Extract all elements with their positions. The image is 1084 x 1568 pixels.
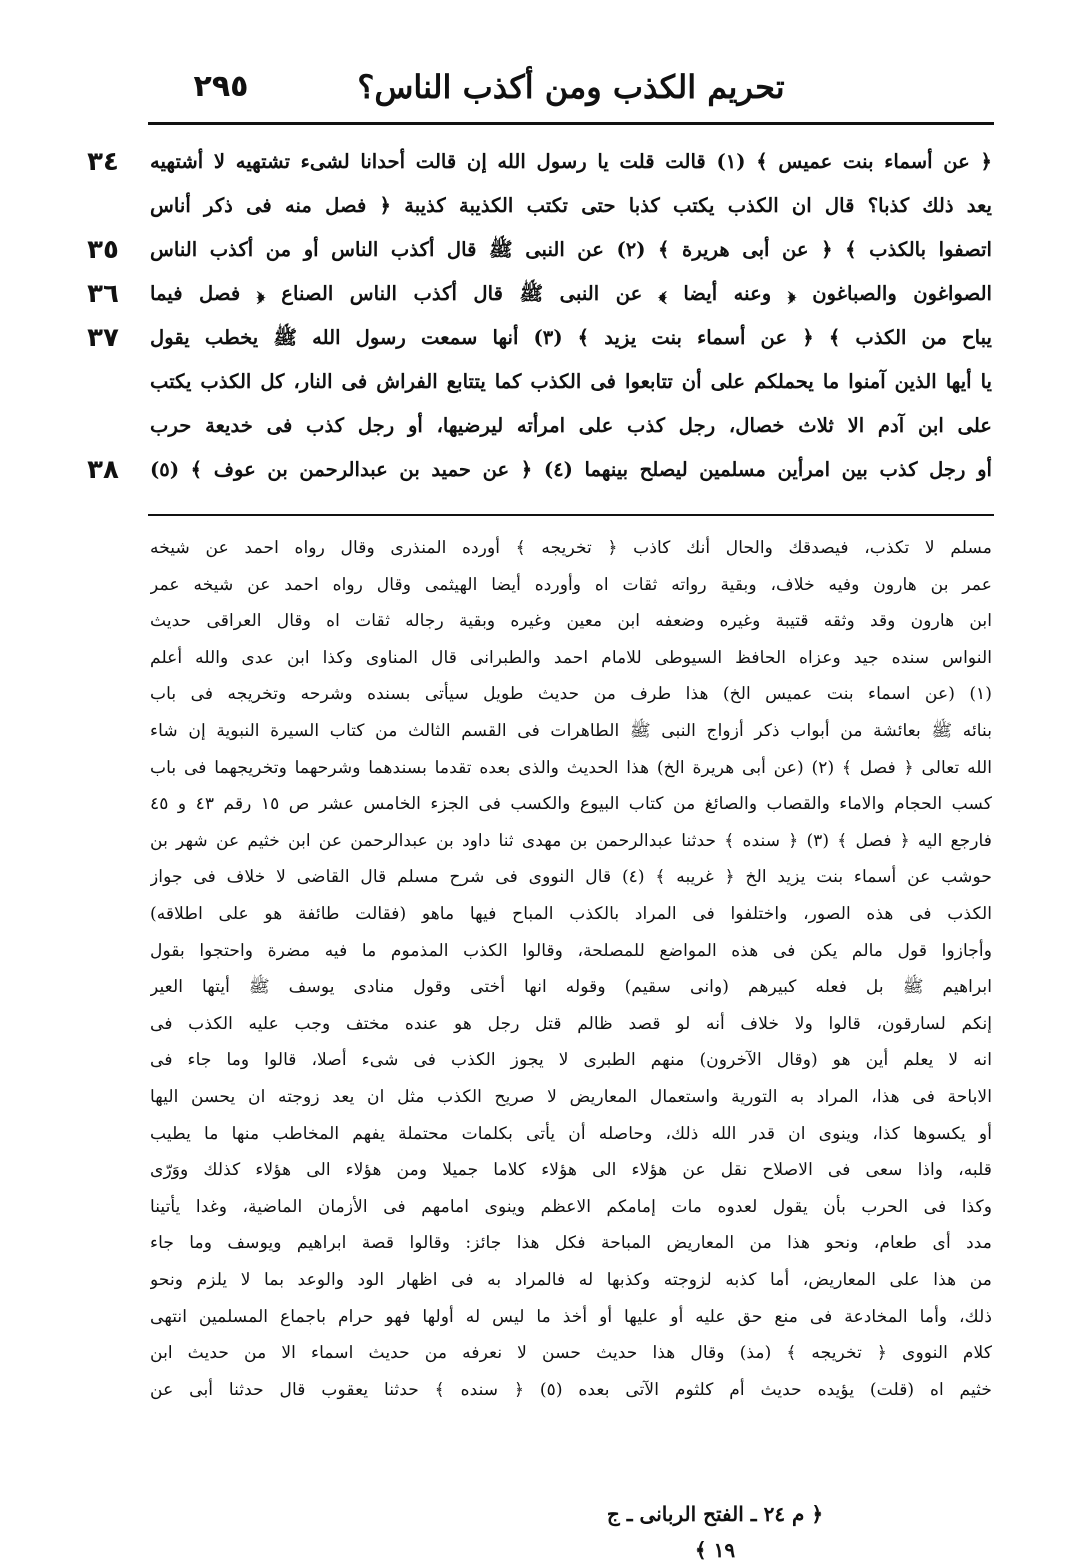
footnote-line: ابراهيم ﷺ بل فعله كبيرهم (وانى سقيم) وقوله انها أختى وقول منادى يوسف ﷺ أيتها العير	[150, 977, 992, 998]
hadith-number: ٣٧	[87, 323, 119, 353]
page-number: ٢٩٥	[193, 69, 249, 104]
footnotes-divider	[148, 514, 994, 516]
footnote-line: من هذا على المعاريض، أما كذبه لزوجته وكذبها له فالمراد به فى اظهار الود والوعد بما لا يلزم ونحو	[150, 1270, 992, 1290]
footnote-line: مسلم لا تكذب، فيصدقك والحال أنك كاذب ﴿ تخريجه ﴾ أورده المنذرى وقال رواه احمد عن شيخه	[150, 538, 992, 558]
footnote-line: قلبه، واذا سعى فى الاصلاح نقل عن هؤلاء الى هؤلاء كلاما جميلا ومن هؤلاء الى هؤلاء كذلك ووَرّى	[150, 1160, 992, 1181]
footnote-line: كسب الحجام والاماء والقصاب والصائغ من كتاب البيوع والكسب فى الجزء الخامس عشر ص ١٥ رقم ٤٣ و ٤٥	[150, 794, 992, 815]
footnote-line: الاباحة فى هذا، المراد به التورية واستعمال المعاريض لا صريح الكذب مثل ان يعد زوجته ان يحسن اليها	[150, 1087, 992, 1107]
footnote-line: النواس سنده جيد وعزاه الحافظ السيوطى للامام احمد والطبرانى قال المناوى وكذا ابن عدى والله أعلم	[150, 647, 992, 668]
footnote-line: (١) (عن اسماء بنت عميس الخ) هذا طرف من حديث طويل سيأتى بسنده وشرحه وتخريجه فى باب	[150, 684, 992, 705]
footnote-line: وأجازوا قول مالم يكن فى هذه المواضع للمصلحة، وقالوا الكذب المذموم ما فيه مضرة واحتجوا بقول	[150, 940, 992, 961]
footnote-line: انه لا يعلم أين هو (وقال الآخرون) منهم الطبرى لا يجوز الكذب فى شىء أصلا، قالوا وما جاء فى	[150, 1050, 992, 1071]
footnote-line: خثيم اه (قلت) يؤيده حديث أم كلثوم الآتى بعده (٥) ﴿ سنده ﴾ حدثنا يعقوب قال حدثنا أبى عن	[150, 1379, 992, 1400]
printer-signature: ﴿ م ٢٤ ـ الفتح الربانى ـ ج ١٩ ﴾	[606, 1502, 824, 1562]
hadith-number: ٣٤	[87, 147, 119, 177]
hadith-line: اتصفوا بالكذب ﴾ ﴿ عن أبى هريرة ﴾ (٢) عن النبى ﷺ قال أكذب الناس أو من أكذب الناس	[150, 238, 992, 261]
hadith-number: ٣٦	[87, 279, 119, 309]
footnote-line: عمر بن هارون وفيه خلاف، وبقية رواته ثقات اه وأورده أيضا الهيثمى وقال رواه احمد عن شيخه عمر	[150, 574, 992, 595]
footnote-line: ذلك، وأما المخادعة فى منع حق عليه أو عليها أو أخذ ما ليس له أولها فهو حرام باجماع المسلمين انتهى	[150, 1306, 992, 1327]
hadith-line: يا أيها الذين آمنوا ما يحملكم على أن تتابعوا فى الكذب كما يتتابع الفراش فى النار، كل الكذب يكتب	[150, 370, 992, 393]
footnote-line: الله تعالى ﴿ فصل ﴾ (٢) (عن أبى هريرة الخ) هذا الحديث والذى بعده تقدما بسندهما وشرحهما وتخريجهما فى باب	[150, 757, 992, 778]
hadith-text-block	[150, 140, 992, 510]
footnote-line: إنكم لسارقون، قالوا ولا خلاف أنه لو قصد ظالم قتل رجل هو عنده مختف وجب عليه الكذب فى	[150, 1013, 992, 1034]
hadith-line: أو رجل كذب بين امرأين مسلمين ليصلح بينهما (٤) ﴿ عن حميد بن عبدالرحمن بن عوف ﴾ (٥)	[150, 458, 992, 481]
footnote-line: بنائه ﷺ بعائشة من أبواب ذكر أزواج النبى ﷺ الطاهرات فى القسم الثالث من كتاب السيرة النبوية إن شاء	[150, 721, 992, 741]
footnote-line: كلام النووى ﴿ تخريجه ﴾ (مذ) وقال هذا حديث حسن لا نعرفه من حديث اسماء الا من حديث ابن	[150, 1343, 992, 1364]
hadith-line: على ابن آدم الا ثلاث خصال، رجل كذب على امرأته ليرضيها، أو رجل كذب فى خديعة حرب	[150, 414, 992, 437]
running-header	[150, 62, 992, 112]
footnote-line: الكذب فى هذه الصور، واختلفوا فى المراد بالكذب المباح فيها ماهو (فقالت طائفة هو على اطلاقه)	[150, 904, 992, 924]
hadith-line: ﴿ عن أسماء بنت عميس ﴾ (١) قالت قلت يا رسول الله إن قالت أحدانا لشىء تشتهيه لا أشتهيه	[150, 150, 992, 173]
footnote-line: مدد أى طعام، ونحو هذا من المعاريض المباحة فكل هذا جائز: وقالوا قصة ابراهيم ويوسف وما جاء	[150, 1233, 992, 1254]
hadith-line: الصواغون والصباغون ﴿ وعنه أيضا ﴾ عن النبى ﷺ قال أكذب الناس الصناع ﴿ فصل فيما	[150, 282, 992, 305]
page-title: تحريم الكذب ومن أكذب الناس؟	[357, 68, 785, 106]
footnote-line: ابن هارون وقد وثقه قتيبة وغيره وضعفه ابن معين وغيره وبقية رجاله ثقات اه وقال العراقى حديث	[150, 611, 992, 632]
header-divider	[148, 122, 994, 125]
footnote-line: وكذا فى الحرب بأن يقول لعدوه مات إمامكم الاعظم وينوى امامهم فى الأزمان الماضية، وغدا يأتينا	[150, 1196, 992, 1217]
footnote-line: حوشب عن أسماء بنت يزيد الخ ﴿ غريبه ﴾ (٤) قال النووى فى شرح مسلم قال القاضى لا خلاف فى جواز	[150, 867, 992, 888]
footnote-line: أو يكسوها كذا، وينوى ان قدر الله ذلك، وحاصله أن يأتى بكلمات محتملة يفهم المخاطب منها ما يطيب	[150, 1123, 992, 1144]
hadith-number: ٣٨	[87, 455, 119, 485]
footnote-line: فارجع اليه ﴿ فصل ﴾ (٣) ﴿ سنده ﴾ حدثنا عبدالرحمن بن مهدى ثنا داود بن عبدالرحمن عن ابن خثيم عن شهر بن	[150, 830, 992, 851]
footnotes-block	[150, 530, 992, 1562]
hadith-line: يعد ذلك كذبا؟ قال ان الكذب يكتب كذبا حتى تكتب الكذيبة كذيبة ﴿ فصل منه فى ذكر أناس	[150, 194, 992, 217]
hadith-number: ٣٥	[87, 235, 119, 265]
hadith-line: يباح من الكذب ﴾ ﴿ عن أسماء بنت يزيد ﴾ (٣) أنها سمعت رسول الله ﷺ يخطب يقول	[150, 326, 992, 349]
